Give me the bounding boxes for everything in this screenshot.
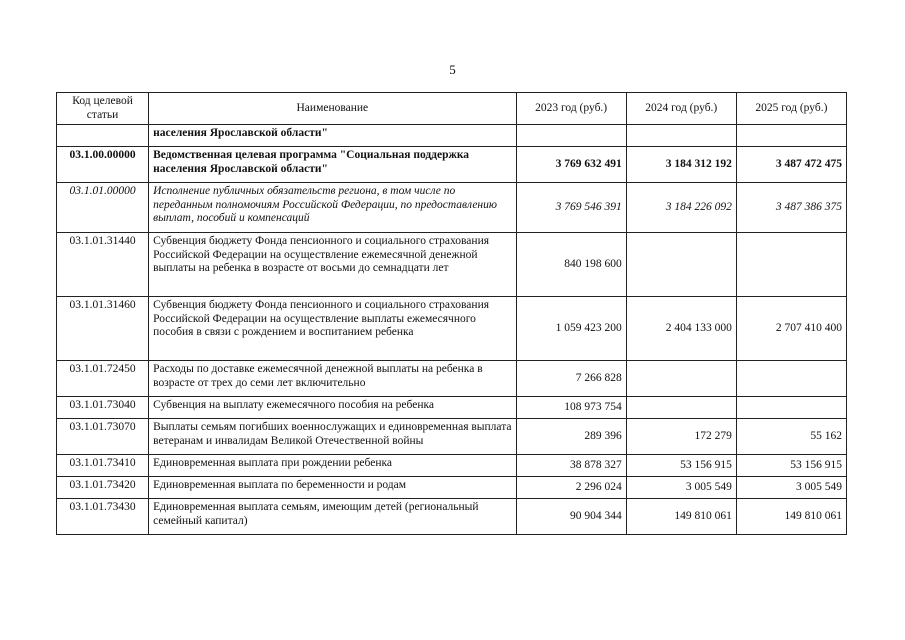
header-2023: 2023 год (руб.) [516, 93, 626, 125]
row-2023: 2 296 024 [516, 477, 626, 499]
row-2024: 149 810 061 [626, 499, 736, 535]
row-2024 [626, 233, 736, 297]
row-code: 03.1.00.00000 [57, 147, 149, 183]
header-name: Наименование [149, 93, 516, 125]
row-name: Единовременная выплата по беременности и родам [149, 477, 516, 499]
row-code: 03.1.01.73040 [57, 397, 149, 419]
table-row [57, 125, 847, 147]
row-code: 03.1.01.72450 [57, 361, 149, 397]
row-2023: 840 198 600 [516, 233, 626, 297]
row-name: населения Ярославской области" [149, 125, 516, 147]
row-name: Исполнение публичных обязательств региона, в том числе по переданным полномочиям Российской Федерации, по предоставлению выплат, пособий и компенсаций [149, 183, 516, 233]
row-code: 03.1.01.73430 [57, 499, 149, 535]
row-2023: 3 769 632 491 [516, 147, 626, 183]
header-2024: 2024 год (руб.) [626, 93, 736, 125]
row-2025: 2 707 410 400 [736, 297, 846, 361]
row-name: Расходы по доставке ежемесячной денежной выплаты на ребенка в возрасте от трех до семи лет включительно [149, 361, 516, 397]
row-name: Ведомственная целевая программа "Социальная поддержка населения Ярославской области" [149, 147, 516, 183]
row-code: 03.1.01.73410 [57, 455, 149, 477]
row-2025 [736, 361, 846, 397]
row-code: 03.1.01.73420 [57, 477, 149, 499]
row-2025: 53 156 915 [736, 455, 846, 477]
table-row [57, 499, 847, 535]
table-row [57, 147, 847, 183]
row-2023: 289 396 [516, 419, 626, 455]
row-name: Единовременная выплата семьям, имеющим детей (региональный семейный капитал) [149, 499, 516, 535]
row-2025 [736, 397, 846, 419]
table-row [57, 233, 847, 297]
table-row [57, 477, 847, 499]
table-row [57, 183, 847, 233]
row-2023: 90 904 344 [516, 499, 626, 535]
row-2024 [626, 361, 736, 397]
row-2024 [626, 397, 736, 419]
header-code: Код целевой статьи [57, 93, 149, 125]
row-2025: 3 487 472 475 [736, 147, 846, 183]
row-2023: 1 059 423 200 [516, 297, 626, 361]
row-code: 03.1.01.73070 [57, 419, 149, 455]
row-2023: 108 973 754 [516, 397, 626, 419]
row-2025 [736, 233, 846, 297]
table-row [57, 455, 847, 477]
row-code [57, 125, 149, 147]
row-code: 03.1.01.31460 [57, 297, 149, 361]
row-2025 [736, 125, 846, 147]
row-2025: 3 005 549 [736, 477, 846, 499]
row-2024: 3 005 549 [626, 477, 736, 499]
header-2025: 2025 год (руб.) [736, 93, 846, 125]
page-number: 5 [449, 62, 456, 77]
row-2024: 3 184 226 092 [626, 183, 736, 233]
budget-table [56, 92, 847, 535]
row-2023: 38 878 327 [516, 455, 626, 477]
row-name: Единовременная выплата при рождении ребенка [149, 455, 516, 477]
row-code: 03.1.01.00000 [57, 183, 149, 233]
row-2025: 149 810 061 [736, 499, 846, 535]
row-name: Выплаты семьям погибших военнослужащих и единовременная выплата ветеранам и инвалидам Великой Отечественной войны [149, 419, 516, 455]
row-2025: 55 162 [736, 419, 846, 455]
row-2023 [516, 125, 626, 147]
row-name: Субвенция бюджету Фонда пенсионного и социального страхования Российской Федерации на осуществление выплаты ежемесячного пособия в связи с рождением и воспитанием ребенка [149, 297, 516, 361]
row-2023: 7 266 828 [516, 361, 626, 397]
row-code: 03.1.01.31440 [57, 233, 149, 297]
row-2024: 53 156 915 [626, 455, 736, 477]
row-2024: 172 279 [626, 419, 736, 455]
row-2024: 2 404 133 000 [626, 297, 736, 361]
row-name: Субвенция бюджету Фонда пенсионного и социального страхования Российской Федерации на осуществление ежемесячной денежной выплаты на ребенка в возрасте от восьми до семнадцати лет [149, 233, 516, 297]
row-name: Субвенция на выплату ежемесячного пособия на ребенка [149, 397, 516, 419]
row-2023: 3 769 546 391 [516, 183, 626, 233]
row-2025: 3 487 386 375 [736, 183, 846, 233]
row-2024: 3 184 312 192 [626, 147, 736, 183]
table-row [57, 419, 847, 455]
table-row [57, 397, 847, 419]
table-body [57, 125, 847, 535]
table-row [57, 297, 847, 361]
table-header-row [57, 93, 847, 125]
row-2024 [626, 125, 736, 147]
table-row [57, 361, 847, 397]
